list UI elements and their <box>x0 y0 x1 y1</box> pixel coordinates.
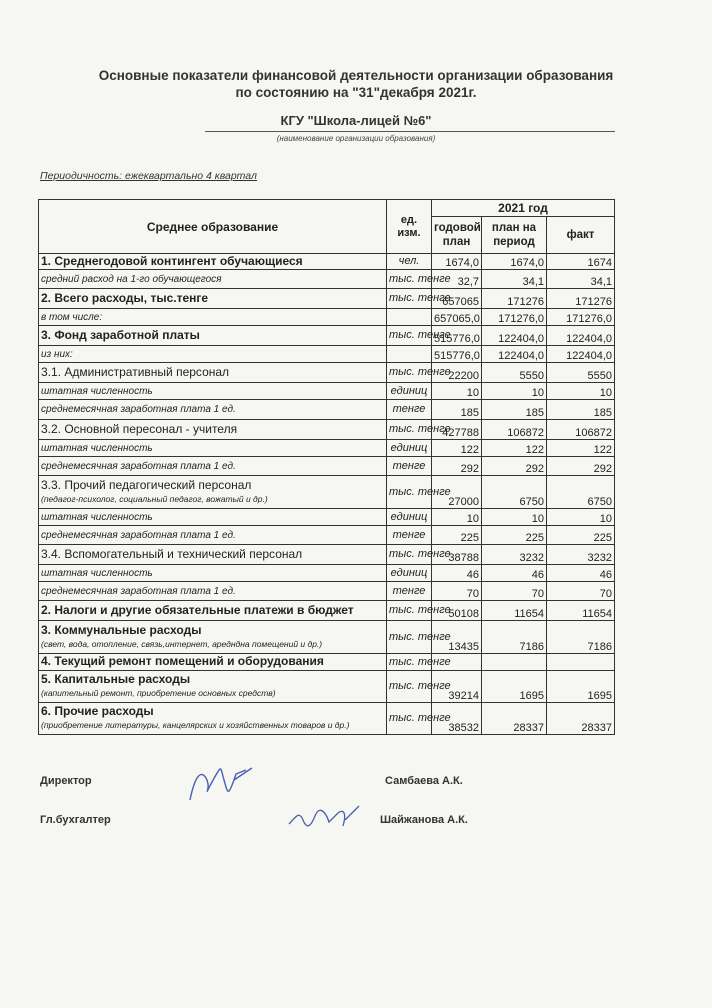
row-unit: тенге <box>387 526 432 545</box>
row-label-cell <box>39 270 387 289</box>
row-note: (капительный ремонт, приобретение основных средств) <box>41 688 276 698</box>
annual-plan-value: 39214 <box>432 671 482 703</box>
table-row <box>39 400 615 420</box>
table-row <box>39 545 615 565</box>
row-unit: тыс. тенге <box>387 363 432 383</box>
row-label-cell <box>39 654 387 671</box>
fact-value <box>547 654 615 671</box>
row-label: 3.1. Административный персонал <box>41 364 230 379</box>
annual-plan-value: 50108 <box>432 601 482 621</box>
annual-plan-value: 225 <box>432 526 482 545</box>
row-label: среднемесячная заработная плата 1 ед. <box>41 585 236 597</box>
row-label: 2. Всего расходы, тыс.тенге <box>41 290 209 305</box>
period-plan-value: 292 <box>482 457 547 476</box>
row-label-cell <box>39 671 387 703</box>
row-label-cell <box>39 526 387 545</box>
annual-plan-value: 10 <box>432 383 482 400</box>
table-row <box>39 270 615 289</box>
row-label: штатная численность <box>41 442 153 454</box>
row-label-cell <box>39 420 387 440</box>
row-unit: единиц <box>387 509 432 526</box>
row-unit: единиц <box>387 383 432 400</box>
fact-value: 122404,0 <box>547 346 615 363</box>
annual-plan-value: 13435 <box>432 621 482 654</box>
col-header-annual-plan: годовой план <box>432 217 482 254</box>
row-label: 1. Среднегодовой контингент обучающиеся <box>41 253 303 268</box>
period-plan-value: 1674,0 <box>482 254 547 270</box>
fact-value: 171276 <box>547 289 615 309</box>
fact-value: 3232 <box>547 545 615 565</box>
fact-value: 5550 <box>547 363 615 383</box>
row-label: штатная численность <box>41 511 153 523</box>
organization-note: (наименование организации образования) <box>276 134 436 143</box>
period-plan-value: 10 <box>482 383 547 400</box>
period-plan-value: 6750 <box>482 476 547 509</box>
row-label: среднемесячная заработная плата 1 ед. <box>41 404 236 415</box>
fact-value: 225 <box>547 526 615 545</box>
periodicity-text: Периодичность: ежеквартально 4 квартал <box>40 170 257 182</box>
accountant-title: Гл.бухгалтер <box>40 814 111 826</box>
annual-plan-value: 10 <box>432 509 482 526</box>
table-row <box>39 476 615 509</box>
row-label-cell <box>39 545 387 565</box>
row-label-cell <box>39 383 387 400</box>
period-plan-value: 225 <box>482 526 547 545</box>
annual-plan-value: 38788 <box>432 545 482 565</box>
row-unit: чел. <box>387 254 432 270</box>
table-row <box>39 654 615 671</box>
period-plan-value: 5550 <box>482 363 547 383</box>
row-label-cell <box>39 254 387 270</box>
row-label-cell <box>39 601 387 621</box>
fact-value: 292 <box>547 457 615 476</box>
col-header-unit: ед. изм. <box>387 200 432 254</box>
period-plan-value: 122404,0 <box>482 346 547 363</box>
row-unit: тыс. тенге <box>387 420 432 440</box>
fact-value: 10 <box>547 509 615 526</box>
row-unit: тенге <box>387 582 432 601</box>
fact-value: 185 <box>547 400 615 420</box>
row-label-cell <box>39 476 387 509</box>
period-plan-value: 122404,0 <box>482 326 547 346</box>
period-plan-value: 106872 <box>482 420 547 440</box>
fact-value: 11654 <box>547 601 615 621</box>
row-note: (свет, вода, отопление, связь,интернет, аредндна помещений и др.) <box>41 638 323 649</box>
annual-plan-value: 27000 <box>432 476 482 509</box>
row-unit: тенге <box>387 457 432 476</box>
annual-plan-value: 38532 <box>432 703 482 735</box>
annual-plan-value: 657065 <box>432 289 482 309</box>
table-row <box>39 526 615 545</box>
fact-value: 7186 <box>547 621 615 654</box>
accountant-name: Шайжанова А.К. <box>380 814 468 826</box>
row-label: из них: <box>41 348 73 360</box>
director-name: Самбаева А.К. <box>385 775 463 787</box>
annual-plan-value: 1674,0 <box>432 254 482 270</box>
period-plan-value: 171276,0 <box>482 309 547 326</box>
row-label-cell <box>39 363 387 383</box>
accountant-signature <box>285 800 365 836</box>
table-row <box>39 565 615 582</box>
row-label: 6. Прочие расходы <box>41 704 154 718</box>
row-unit: единиц <box>387 565 432 582</box>
row-label-cell <box>39 346 387 363</box>
annual-plan-value: 515776,0 <box>432 326 482 346</box>
table-row <box>39 326 615 346</box>
annual-plan-value: 427788 <box>432 420 482 440</box>
row-note: (приобретение литературы, канцелярских и хозяйственных товаров и др.) <box>41 720 350 730</box>
table-row <box>39 383 615 400</box>
table-row <box>39 457 615 476</box>
row-unit: тыс. тенге <box>387 621 432 654</box>
annual-plan-value: 22200 <box>432 363 482 383</box>
table-row <box>39 309 615 326</box>
annual-plan-value: 122 <box>432 440 482 457</box>
fact-value: 106872 <box>547 420 615 440</box>
fact-value: 6750 <box>547 476 615 509</box>
fact-value: 1674 <box>547 254 615 270</box>
annual-plan-value: 70 <box>432 582 482 601</box>
fact-value: 70 <box>547 582 615 601</box>
period-plan-value: 10 <box>482 509 547 526</box>
table-row <box>39 621 615 654</box>
table-row <box>39 509 615 526</box>
row-label: среднемесячная заработная плата 1 ед. <box>41 460 236 472</box>
fact-value: 1695 <box>547 671 615 703</box>
table-row <box>39 671 615 703</box>
row-label: 3.2. Основной пересонал - учителя <box>41 421 238 436</box>
row-label-cell <box>39 565 387 582</box>
period-plan-value: 34,1 <box>482 270 547 289</box>
row-label: среднемесячная заработная плата 1 ед. <box>41 529 236 541</box>
table-row <box>39 440 615 457</box>
col-header-period-plan: план на период <box>482 217 547 254</box>
annual-plan-value: 185 <box>432 400 482 420</box>
row-unit: тыс. тенге <box>387 270 432 289</box>
row-label-cell <box>39 309 387 326</box>
fact-value: 171276,0 <box>547 309 615 326</box>
row-unit: тыс. тенге <box>387 476 432 509</box>
fact-value: 122 <box>547 440 615 457</box>
row-label: штатная численность <box>41 385 153 397</box>
table-row <box>39 254 615 270</box>
table-row <box>39 363 615 383</box>
table-row <box>39 582 615 601</box>
row-unit: тыс. тенге <box>387 703 432 735</box>
row-unit: тенге <box>387 400 432 420</box>
period-plan-value: 3232 <box>482 545 547 565</box>
row-label-cell <box>39 621 387 654</box>
fact-value: 34,1 <box>547 270 615 289</box>
col-header-section: Среднее образование <box>39 200 387 254</box>
financial-indicators-table <box>38 199 615 735</box>
annual-plan-value: 46 <box>432 565 482 582</box>
row-label: 4. Текущий ремонт помещений и оборудования <box>41 654 324 668</box>
director-signature <box>182 760 262 810</box>
fact-value: 46 <box>547 565 615 582</box>
row-label-cell <box>39 400 387 420</box>
director-title: Директор <box>40 775 92 787</box>
annual-plan-value: 292 <box>432 457 482 476</box>
organization-name: КГУ "Школа-лицей №6" <box>280 113 432 128</box>
row-label: 3. Коммунальные расходы <box>41 622 202 637</box>
table-row <box>39 601 615 621</box>
fact-value: 10 <box>547 383 615 400</box>
row-label-cell <box>39 440 387 457</box>
row-label: 3.3. Прочий педагогический персонал <box>41 477 252 492</box>
annual-plan-value: 32,7 <box>432 270 482 289</box>
period-plan-value: 70 <box>482 582 547 601</box>
row-label: штатная численность <box>41 567 153 579</box>
row-label-cell <box>39 289 387 309</box>
period-plan-value <box>482 654 547 671</box>
fact-value: 122404,0 <box>547 326 615 346</box>
period-plan-value: 7186 <box>482 621 547 654</box>
row-label-cell <box>39 457 387 476</box>
row-unit: тыс. тенге <box>387 671 432 703</box>
row-unit: тыс. тенге <box>387 289 432 309</box>
col-header-year: 2021 год <box>432 200 615 217</box>
document-title-line-1: Основные показатели финансовой деятельности организации образования <box>98 68 614 83</box>
row-label-cell <box>39 703 387 735</box>
row-unit: тыс. тенге <box>387 654 432 671</box>
row-label: 5. Капитальные расходы <box>41 672 191 686</box>
period-plan-value: 171276 <box>482 289 547 309</box>
row-unit: тыс. тенге <box>387 601 432 621</box>
row-label: средний расход на 1-го обучающегося <box>41 273 222 285</box>
organization-underline <box>205 131 615 132</box>
row-label-cell <box>39 326 387 346</box>
fact-value: 28337 <box>547 703 615 735</box>
row-unit <box>387 346 432 363</box>
row-unit <box>387 309 432 326</box>
period-plan-value: 46 <box>482 565 547 582</box>
row-label: 3. Фонд заработной платы <box>41 327 200 342</box>
row-note: (педагог-психолог, социальный педагог, вожатый и др.) <box>41 493 268 504</box>
row-label: в том числе: <box>41 311 103 323</box>
col-header-fact: факт <box>547 217 615 254</box>
document-title-line-2: по состоянию на "31"декабря 2021г. <box>235 85 477 100</box>
row-label: 2. Налоги и другие обязательные платежи в бюджет <box>41 602 354 617</box>
table-row <box>39 289 615 309</box>
row-unit: единиц <box>387 440 432 457</box>
row-unit: тыс. тенге <box>387 326 432 346</box>
table-row <box>39 346 615 363</box>
period-plan-value: 185 <box>482 400 547 420</box>
period-plan-value: 11654 <box>482 601 547 621</box>
annual-plan-value: 657065,0 <box>432 309 482 326</box>
period-plan-value: 28337 <box>482 703 547 735</box>
row-label: 3.4. Вспомогательный и технический персонал <box>41 546 303 561</box>
row-label-cell <box>39 582 387 601</box>
period-plan-value: 1695 <box>482 671 547 703</box>
table-row <box>39 420 615 440</box>
period-plan-value: 122 <box>482 440 547 457</box>
annual-plan-value: 515776,0 <box>432 346 482 363</box>
row-unit: тыс. тенге <box>387 545 432 565</box>
row-label-cell <box>39 509 387 526</box>
table-row <box>39 703 615 735</box>
